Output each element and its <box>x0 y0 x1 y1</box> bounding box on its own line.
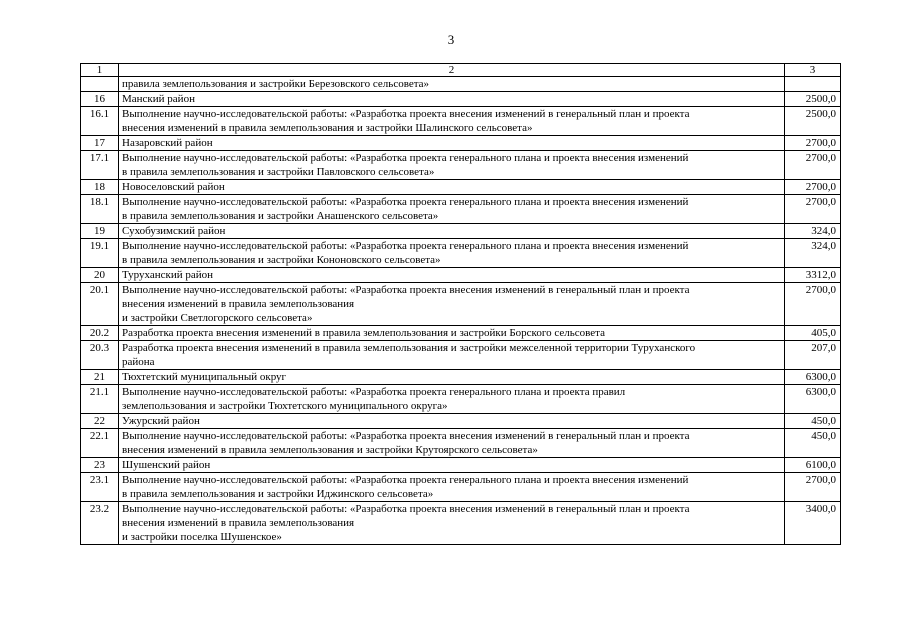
row-amount-cell: 207,0 <box>785 341 841 370</box>
row-amount-cell: 3400,0 <box>785 502 841 545</box>
table-row <box>81 151 841 180</box>
row-description-cell: Манский район <box>119 92 785 107</box>
row-number-cell: 20.2 <box>81 326 119 341</box>
row-amount-cell: 3312,0 <box>785 268 841 283</box>
row-amount-cell: 2700,0 <box>785 283 841 326</box>
row-description-cell: Выполнение научно-исследовательской работы: «Разработка проекта внесения изменений в генеральный план и проекта внесения изменений в правила землепользования и застройки поселка Шушенское» <box>119 502 785 545</box>
table-row <box>81 414 841 429</box>
table-body <box>81 64 841 545</box>
row-description-cell: правила землепользования и застройки Березовского сельсовета» <box>119 77 785 92</box>
table-row <box>81 458 841 473</box>
row-amount-cell: 324,0 <box>785 224 841 239</box>
row-amount-cell: 450,0 <box>785 414 841 429</box>
table-row <box>81 326 841 341</box>
table-row <box>81 107 841 136</box>
row-number-cell: 22 <box>81 414 119 429</box>
row-amount-cell: 450,0 <box>785 429 841 458</box>
row-number-cell: 20 <box>81 268 119 283</box>
row-description-cell: Выполнение научно-исследовательской работы: «Разработка проекта генерального плана и проекта правил землепользования и застройки Тюхтетского муниципального округа» <box>119 385 785 414</box>
row-description-cell: Тюхтетский муниципальный округ <box>119 370 785 385</box>
row-number-cell: 23.2 <box>81 502 119 545</box>
table-row <box>81 268 841 283</box>
table-row <box>81 239 841 268</box>
row-description-cell: Выполнение научно-исследовательской работы: «Разработка проекта генерального плана и проекта внесения изменений в правила землепользования и застройки Павловского сельсовета» <box>119 151 785 180</box>
row-number-cell: 18.1 <box>81 195 119 224</box>
row-number-cell: 22.1 <box>81 429 119 458</box>
header-cell-amount: 3 <box>785 64 841 77</box>
row-amount-cell: 2500,0 <box>785 92 841 107</box>
row-amount-cell <box>785 77 841 92</box>
row-description-cell: Шушенский район <box>119 458 785 473</box>
row-number-cell: 21.1 <box>81 385 119 414</box>
header-cell-description: 2 <box>119 64 785 77</box>
row-amount-cell: 6100,0 <box>785 458 841 473</box>
row-description-cell: Новоселовский район <box>119 180 785 195</box>
row-number-cell: 23 <box>81 458 119 473</box>
row-description-cell: Туруханский район <box>119 268 785 283</box>
allocation-table <box>80 63 841 545</box>
row-number-cell <box>81 77 119 92</box>
row-description-cell: Выполнение научно-исследовательской работы: «Разработка проекта генерального плана и проекта внесения изменений в правила землепользования и застройки Кононовского сельсовета» <box>119 239 785 268</box>
row-number-cell: 20.1 <box>81 283 119 326</box>
row-number-cell: 19.1 <box>81 239 119 268</box>
row-amount-cell: 6300,0 <box>785 385 841 414</box>
table-row <box>81 77 841 92</box>
table-row <box>81 429 841 458</box>
row-description-cell: Разработка проекта внесения изменений в правила землепользования и застройки Борского сельсовета <box>119 326 785 341</box>
row-amount-cell: 2700,0 <box>785 136 841 151</box>
table-row <box>81 341 841 370</box>
table-row <box>81 385 841 414</box>
row-number-cell: 16.1 <box>81 107 119 136</box>
row-amount-cell: 405,0 <box>785 326 841 341</box>
row-description-cell: Выполнение научно-исследовательской работы: «Разработка проекта внесения изменений в генеральный план и проекта внесения изменений в правила землепользования и застройки Крутоярского сельсовета» <box>119 429 785 458</box>
row-number-cell: 16 <box>81 92 119 107</box>
row-description-cell: Выполнение научно-исследовательской работы: «Разработка проекта генерального плана и проекта внесения изменений в правила землепользования и застройки Анашенского сельсовета» <box>119 195 785 224</box>
row-amount-cell: 2500,0 <box>785 107 841 136</box>
table-header-row <box>81 64 841 77</box>
table-row <box>81 92 841 107</box>
table-row <box>81 473 841 502</box>
row-description-cell: Ужурский район <box>119 414 785 429</box>
row-description-cell: Выполнение научно-исследовательской работы: «Разработка проекта генерального плана и проекта внесения изменений в правила землепользования и застройки Иджинского сельсовета» <box>119 473 785 502</box>
row-description-cell: Назаровский район <box>119 136 785 151</box>
table-row <box>81 224 841 239</box>
row-number-cell: 17.1 <box>81 151 119 180</box>
row-description-cell: Выполнение научно-исследовательской работы: «Разработка проекта внесения изменений в генеральный план и проекта внесения изменений в правила землепользования и застройки Светлогорского сельсовета» <box>119 283 785 326</box>
row-description-cell: Выполнение научно-исследовательской работы: «Разработка проекта внесения изменений в генеральный план и проекта внесения изменений в правила землепользования и застройки Шалинского сельсовета» <box>119 107 785 136</box>
table-row <box>81 136 841 151</box>
row-amount-cell: 2700,0 <box>785 180 841 195</box>
row-amount-cell: 2700,0 <box>785 195 841 224</box>
table-row <box>81 180 841 195</box>
row-number-cell: 18 <box>81 180 119 195</box>
page-number: 3 <box>447 32 455 47</box>
row-number-cell: 21 <box>81 370 119 385</box>
row-amount-cell: 324,0 <box>785 239 841 268</box>
table-row <box>81 502 841 545</box>
row-amount-cell: 6300,0 <box>785 370 841 385</box>
table-row <box>81 283 841 326</box>
row-number-cell: 20.3 <box>81 341 119 370</box>
row-number-cell: 17 <box>81 136 119 151</box>
row-amount-cell: 2700,0 <box>785 473 841 502</box>
row-number-cell: 23.1 <box>81 473 119 502</box>
row-amount-cell: 2700,0 <box>785 151 841 180</box>
table-row <box>81 195 841 224</box>
row-description-cell: Сухобузимский район <box>119 224 785 239</box>
row-number-cell: 19 <box>81 224 119 239</box>
header-cell-number: 1 <box>81 64 119 77</box>
row-description-cell: Разработка проекта внесения изменений в правила землепользования и застройки межселенной территории Туруханского района <box>119 341 785 370</box>
table-row <box>81 370 841 385</box>
